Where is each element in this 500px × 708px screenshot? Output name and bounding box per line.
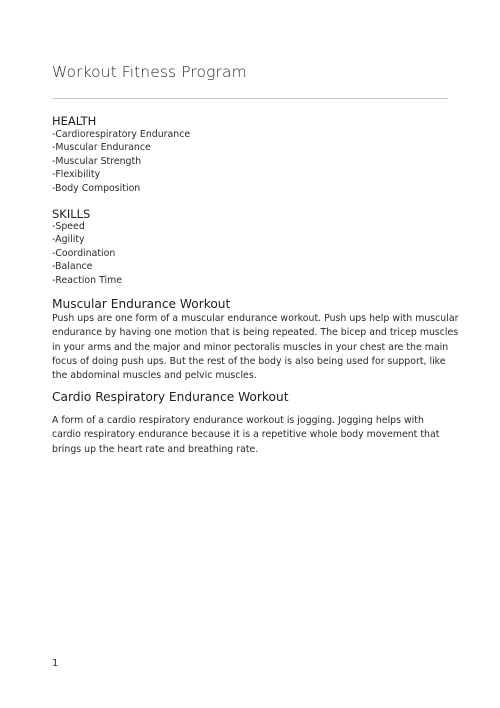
list-item: -Reaction Time xyxy=(52,274,123,286)
muscular-endurance-title: Muscular Endurance Workout xyxy=(52,297,231,311)
paragraph-line: endurance by having one motion that is being repeated. The bicep and tricep muscles xyxy=(52,327,459,339)
cardio-endurance-title: Cardio Respiratory Endurance Workout xyxy=(52,390,289,404)
title-divider xyxy=(52,98,448,99)
paragraph-line: Push ups are one form of a muscular endurance workout. Push ups help with muscular xyxy=(52,313,459,324)
cardio-endurance-paragraph xyxy=(52,414,439,457)
list-item: -Agility xyxy=(52,234,85,246)
list-item: -Cardiorespiratory Endurance xyxy=(52,129,191,140)
skills-list xyxy=(52,220,122,287)
list-item: -Coordination xyxy=(52,247,116,259)
page-title: Workout Fitness Program xyxy=(52,63,247,81)
paragraph-line: brings up the heart rate and breathing rate. xyxy=(52,443,259,455)
list-item: -Body Composition xyxy=(52,182,141,194)
paragraph-line: in your arms and the major and minor pectoralis muscles in your chest are the main xyxy=(52,341,449,353)
page-number: 1 xyxy=(52,658,59,669)
skills-heading: SKILLS xyxy=(52,207,91,221)
paragraph-line: the abdominal muscles and pelvic muscles. xyxy=(52,370,257,382)
list-item: -Speed xyxy=(52,221,85,232)
paragraph-line: focus of doing push ups. But the rest of the body is also being used for support, like xyxy=(52,355,446,367)
list-item: -Muscular Endurance xyxy=(52,142,151,154)
list-item: -Flexibility xyxy=(52,169,101,181)
health-list xyxy=(52,128,190,195)
paragraph-line: cardio respiratory endurance because it is a repetitive whole body movement that xyxy=(52,429,440,441)
list-item: -Muscular Strength xyxy=(52,155,142,167)
health-heading: HEALTH xyxy=(52,114,97,128)
list-item: -Balance xyxy=(52,261,93,273)
muscular-endurance-paragraph xyxy=(52,312,458,383)
paragraph-line: A form of a cardio respiratory endurance workout is jogging. Jogging helps with xyxy=(52,415,424,426)
